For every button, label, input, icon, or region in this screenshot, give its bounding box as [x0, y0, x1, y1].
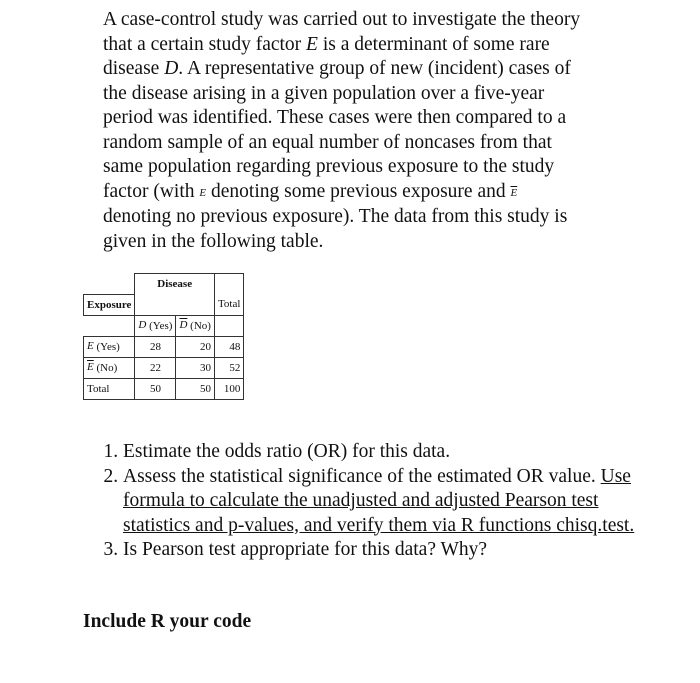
- intro-line-2-text-b: is a determinant of some rare: [317, 33, 550, 55]
- question-1: 1. Estimate the odds ratio (OR) for this data.: [123, 440, 663, 465]
- disease-header-spacer-2: [176, 294, 214, 315]
- variable-d: D: [164, 58, 179, 79]
- table-header-row-2: [84, 294, 244, 315]
- cell-ne-nd: 30: [176, 357, 214, 378]
- variable-e: E: [306, 33, 318, 55]
- total-header: Total: [214, 294, 243, 315]
- problem-statement: [103, 8, 623, 254]
- intro-line-5: period was identified. These cases were then compared to a: [103, 107, 567, 128]
- exposure-header: Exposure: [84, 294, 135, 315]
- question-list: [103, 440, 663, 563]
- table-corner-blank: [84, 274, 135, 295]
- cell-ne-d: 22: [135, 357, 176, 378]
- cell-e-d: 28: [135, 336, 176, 357]
- intro-line-2-text-a: that a certain study factor: [103, 33, 307, 55]
- intro-line-3-text-b: . A representative group of new (incident) cases of: [178, 58, 571, 79]
- question-2: [123, 465, 663, 539]
- table-blank-cell: [84, 315, 135, 336]
- question-2-underlined-text: Use formula to calculate the unadjusted and adjusted Pearson test statistics and p-values, and verify them via R functions chisq.test.: [123, 465, 635, 536]
- column-header-d-yes-label: (Yes): [146, 320, 173, 332]
- total-header-top: [214, 274, 243, 295]
- intro-line-4: the disease arising in a given population over a five-year: [103, 82, 545, 104]
- cell-ne-total: 52: [214, 357, 243, 378]
- intro-line-3: [103, 57, 623, 82]
- cell-total-d: 50: [135, 378, 176, 399]
- intro-line-2: [103, 33, 623, 58]
- table-header-row-1: [84, 274, 244, 295]
- symbol-e-bar-unexposed: $\overline{E}$: [510, 186, 518, 199]
- cell-total-nd: 50: [176, 378, 214, 399]
- symbol-d-bar: $\overline{D}$: [179, 319, 188, 331]
- total-header-empty: [214, 315, 243, 336]
- row-label-e-no-text: (No): [93, 362, 118, 374]
- disease-header-spacer-1: [135, 294, 176, 315]
- symbol-e-exposed: E: [199, 186, 207, 199]
- intro-line-7: same population regarding previous exposure to the study: [103, 156, 555, 177]
- intro-line-8: [103, 180, 623, 206]
- table-row-unexposed: [84, 357, 244, 378]
- symbol-e: E: [87, 340, 94, 352]
- question-3: 3. Is Pearson test appropriate for this data? Why?: [123, 538, 663, 563]
- table-row-total: [84, 378, 244, 399]
- intro-line-8-text-b: denoting some previous exposure and: [206, 180, 511, 202]
- cell-e-nd: 20: [176, 336, 214, 357]
- intro-line-1: A case-control study was carried out to investigate the theory: [103, 9, 581, 30]
- contingency-table: [83, 273, 244, 400]
- symbol-e-bar: $\overline{E}$: [87, 361, 94, 373]
- table-header-row-3: [84, 315, 244, 336]
- row-label-e-yes: [84, 336, 135, 357]
- column-header-d-no: [176, 315, 214, 336]
- column-header-d-no-label: (No): [187, 320, 211, 332]
- question-2-text: Assess the statistical significance of the estimated OR value.: [123, 465, 601, 487]
- row-label-e-yes-text: (Yes): [93, 341, 120, 353]
- row-label-total: Total: [84, 378, 135, 399]
- intro-line-3-text-a: disease: [103, 58, 165, 79]
- intro-line-10: given in the following table.: [103, 230, 324, 252]
- intro-line-9: denoting no previous exposure). The data from this study is: [103, 206, 568, 227]
- symbol-d: D: [138, 319, 147, 331]
- intro-line-8-text-a: factor (with: [103, 180, 200, 202]
- column-header-d-yes: [135, 315, 176, 336]
- disease-header: Disease: [135, 274, 215, 295]
- cell-e-total: 48: [214, 336, 243, 357]
- table-row-exposed: [84, 336, 244, 357]
- r-code-instruction: Include R your code: [83, 611, 252, 632]
- row-label-e-no: [84, 357, 135, 378]
- cell-grand-total: 100: [214, 378, 243, 399]
- intro-line-6: random sample of an equal number of noncases from that: [103, 131, 552, 153]
